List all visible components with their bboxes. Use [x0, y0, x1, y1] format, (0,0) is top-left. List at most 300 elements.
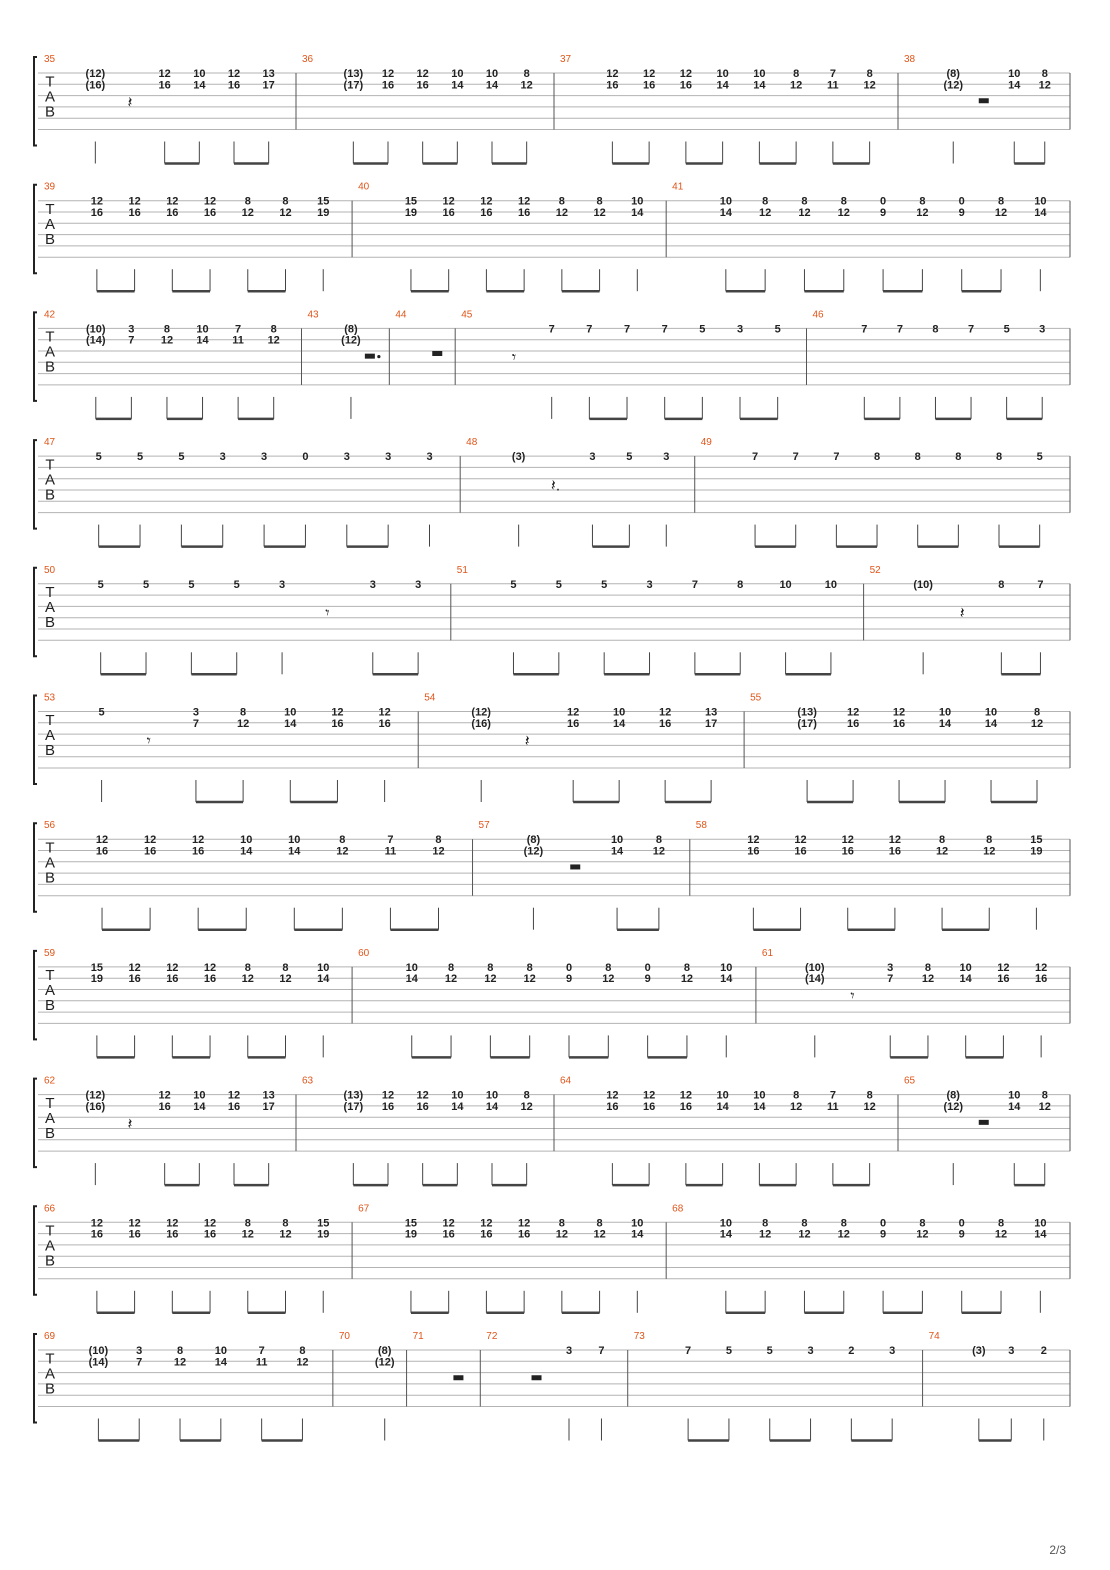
- bar-number: 39: [44, 181, 56, 193]
- fret-number: 8: [919, 1217, 926, 1230]
- fret-number: 12: [643, 1089, 656, 1102]
- fret-number: 8: [244, 961, 251, 974]
- fret-number: (17): [797, 717, 817, 730]
- tab-clef-letter: B: [44, 103, 56, 121]
- fret-number: 12: [790, 79, 803, 92]
- fret-number: 16: [567, 717, 580, 730]
- system-brace: [34, 440, 37, 528]
- fret-number: 13: [262, 1089, 275, 1102]
- bar-number: 53: [44, 692, 56, 704]
- tab-bar: [480, 1331, 604, 1441]
- tab-clef-letter: B: [44, 869, 56, 887]
- fret-number: 10: [1034, 195, 1047, 208]
- system-brace: [34, 185, 37, 274]
- fret-number: 14: [984, 717, 998, 730]
- rest-mark: [532, 1375, 542, 1380]
- fret-number: 12: [593, 207, 606, 219]
- bar-number: 57: [478, 820, 490, 832]
- fret-number: 3: [343, 451, 350, 464]
- fret-number: 16: [203, 207, 217, 219]
- bar-number: 47: [44, 437, 56, 449]
- fret-number: 0: [880, 1217, 887, 1230]
- fret-number: 12: [888, 834, 902, 847]
- rest-mark: 𝄽: [959, 605, 965, 623]
- fret-number: 8: [866, 68, 873, 80]
- fret-number: 8: [914, 451, 921, 464]
- fret-number: 12: [837, 207, 850, 219]
- fret-number: 10: [485, 68, 499, 80]
- tab-clef-letter: A: [44, 1365, 56, 1383]
- fret-number: 12: [520, 79, 533, 92]
- fret-number: 0: [565, 961, 573, 974]
- fret-number: 14: [1034, 1228, 1047, 1241]
- fret-number: 16: [158, 79, 171, 92]
- fret-number: 12: [279, 207, 292, 219]
- fret-number: 10: [779, 578, 792, 591]
- fret-number: 12: [606, 68, 619, 80]
- fret-number: 15: [317, 195, 330, 208]
- tab-clef-letter: A: [44, 471, 56, 489]
- fret-number: 5: [601, 578, 608, 591]
- fret-number: (16): [85, 1100, 106, 1113]
- tab-clef-letter: T: [45, 73, 55, 91]
- fret-number: 12: [296, 1356, 309, 1369]
- fret-number: (8): [344, 323, 358, 336]
- tab-bar: [898, 1076, 1051, 1186]
- fret-number: 10: [719, 1217, 732, 1230]
- fret-number: 16: [747, 845, 760, 858]
- rest-mark: 𝄾: [325, 605, 330, 623]
- fret-number: 12: [863, 1100, 876, 1113]
- fret-number: 3: [807, 1345, 814, 1357]
- fret-number: 7: [685, 1345, 692, 1357]
- tab-bar: [554, 54, 876, 164]
- fret-number: 5: [142, 578, 150, 591]
- tab-bar: [301, 309, 380, 419]
- fret-number: 15: [404, 1217, 418, 1230]
- tab-bar: [44, 1076, 275, 1186]
- fret-number: 16: [203, 1228, 217, 1241]
- bar-number: 73: [633, 1331, 645, 1342]
- fret-number: 14: [938, 717, 952, 730]
- fret-number: 10: [1034, 1217, 1047, 1230]
- fret-number: 3: [736, 323, 744, 336]
- tab-bar: [44, 437, 433, 546]
- bar-number: 42: [44, 309, 56, 321]
- fret-number: 17: [704, 717, 718, 730]
- fret-number: 5: [1036, 451, 1043, 464]
- fret-number: 19: [90, 973, 103, 986]
- tab-system: [34, 565, 1070, 675]
- fret-number: 14: [193, 79, 206, 92]
- fret-number: 3: [261, 451, 268, 464]
- fret-number: 12: [484, 973, 497, 986]
- fret-number: 16: [158, 1100, 171, 1113]
- system-brace: [34, 568, 37, 657]
- fret-number: 12: [994, 207, 1008, 219]
- fret-number: 19: [404, 1228, 418, 1241]
- fret-number: 7: [387, 834, 394, 847]
- fret-number: 8: [526, 961, 533, 974]
- fret-number: 3: [279, 578, 286, 591]
- tab-bar: [923, 1331, 1047, 1441]
- tab-clef-letter: T: [45, 711, 55, 729]
- fret-number: 12: [747, 834, 760, 847]
- fret-number: 9: [644, 973, 651, 986]
- fret-number: 12: [520, 1100, 533, 1113]
- fret-number: 16: [442, 1228, 455, 1241]
- fret-number: 12: [279, 1228, 292, 1241]
- fret-number: 10: [959, 961, 972, 974]
- fret-number: 16: [192, 845, 205, 858]
- fret-number: (13): [343, 1089, 364, 1102]
- fret-number: 16: [892, 717, 906, 730]
- tab-clef-letter: A: [44, 599, 56, 617]
- fret-number: 16: [128, 207, 141, 219]
- tab-clef-letter: A: [44, 726, 56, 744]
- fret-number: 14: [240, 845, 253, 858]
- fret-number: 10: [753, 68, 766, 80]
- fret-number: (16): [85, 79, 106, 92]
- fret-number: 0: [958, 195, 965, 208]
- tab-bar: [44, 820, 445, 930]
- bar-number: 49: [700, 437, 712, 449]
- fret-number: 12: [241, 207, 254, 219]
- bar-number: 60: [358, 947, 370, 959]
- fret-number: 12: [442, 1217, 455, 1230]
- fret-number: 16: [381, 1100, 395, 1113]
- fret-number: 12: [166, 195, 179, 208]
- fret-number: 14: [610, 845, 624, 858]
- fret-number: 16: [1035, 973, 1048, 986]
- fret-number: (8): [377, 1345, 392, 1357]
- fret-number: 8: [997, 195, 1005, 208]
- fret-number: 8: [1041, 1089, 1048, 1102]
- tab-bar: [44, 1203, 329, 1313]
- bar-number: 35: [44, 54, 56, 65]
- tab-bar: [864, 565, 1044, 675]
- fret-number: 10: [193, 68, 206, 80]
- tab-clef-letter: B: [44, 1124, 56, 1142]
- fret-number: 7: [887, 973, 894, 986]
- tab-bar: [44, 54, 275, 164]
- fret-number: 11: [827, 1100, 839, 1113]
- fret-number: 5: [725, 1345, 732, 1357]
- fret-number: 8: [244, 195, 251, 208]
- fret-number: 10: [214, 1345, 227, 1357]
- fret-number: 3: [1039, 323, 1046, 336]
- tab-clef-letter: B: [44, 1252, 56, 1270]
- fret-number: 8: [762, 195, 769, 208]
- fret-number: 8: [558, 195, 565, 208]
- fret-number: (12): [85, 1089, 106, 1102]
- tab-bar: [44, 182, 329, 292]
- fret-number: 12: [128, 1217, 141, 1230]
- fret-number: 12: [416, 68, 429, 80]
- fret-number: 12: [227, 68, 241, 80]
- fret-number: 12: [1038, 79, 1051, 92]
- fret-number: 5: [626, 451, 633, 464]
- fret-number: (8): [946, 1089, 960, 1102]
- rest-mark: 𝄽.: [550, 477, 561, 495]
- tab-clef-letter: B: [44, 741, 56, 759]
- fret-number: (16): [471, 717, 491, 730]
- tab-bar: [460, 437, 669, 546]
- tab-system: [34, 693, 1070, 803]
- system-brace: [34, 1206, 37, 1295]
- tab-clef-letter: B: [44, 997, 56, 1015]
- fret-number: 16: [166, 207, 179, 219]
- fret-number: 19: [1030, 845, 1043, 858]
- fret-number: 16: [203, 973, 217, 986]
- fret-number: 13: [704, 706, 718, 719]
- fret-number: 8: [163, 323, 171, 336]
- fret-number: 10: [193, 1089, 206, 1102]
- fret-number: 11: [232, 334, 244, 347]
- fret-number: 16: [143, 845, 157, 858]
- fret-number: 10: [716, 68, 729, 80]
- fret-number: 19: [404, 207, 418, 219]
- fret-number: 8: [176, 1345, 184, 1357]
- fret-number: 14: [1008, 79, 1021, 92]
- fret-number: 7: [829, 1089, 836, 1102]
- fret-number: 7: [586, 323, 593, 336]
- fret-number: 12: [798, 1228, 811, 1241]
- fret-number: 2: [1040, 1345, 1047, 1357]
- rest-mark: 𝄾: [850, 988, 855, 1006]
- page-number: 2/3: [1049, 1543, 1066, 1557]
- fret-number: 8: [840, 195, 847, 208]
- fret-number: 16: [128, 973, 141, 986]
- fret-number: 8: [1033, 706, 1041, 719]
- fret-number: 16: [606, 79, 619, 92]
- fret-number: 16: [518, 1228, 531, 1241]
- fret-number: 8: [762, 1217, 769, 1230]
- system-brace: [34, 823, 37, 912]
- tab-system: [34, 1076, 1070, 1186]
- bar-number: 56: [44, 820, 56, 832]
- fret-number: 16: [794, 845, 807, 858]
- fret-number: 7: [1037, 578, 1044, 591]
- fret-number: 10: [485, 1089, 499, 1102]
- fret-number: 8: [1041, 68, 1048, 80]
- fret-number: 15: [90, 961, 103, 974]
- fret-number: 10: [824, 578, 838, 591]
- tab-bar: [473, 820, 665, 930]
- fret-number: 10: [716, 1089, 729, 1102]
- fret-number: 16: [480, 207, 493, 219]
- fret-number: 5: [774, 323, 781, 336]
- fret-number: 3: [1008, 1345, 1015, 1357]
- fret-number: 17: [262, 79, 275, 92]
- tab-bar: [352, 948, 733, 1058]
- fret-number: 12: [378, 706, 391, 719]
- fret-number: 2: [848, 1345, 855, 1357]
- fret-number: 5: [555, 578, 562, 591]
- system-brace: [34, 696, 37, 785]
- fret-number: 7: [128, 334, 135, 347]
- bar-number: 68: [672, 1203, 684, 1215]
- tab-bar: [352, 182, 644, 292]
- fret-number: (12): [374, 1356, 395, 1369]
- fret-number: 12: [606, 1089, 619, 1102]
- fret-number: 3: [192, 706, 199, 719]
- fret-number: 12: [381, 68, 395, 80]
- fret-number: (14): [86, 334, 106, 347]
- fret-number: 8: [240, 706, 247, 719]
- fret-number: (10): [88, 1345, 109, 1357]
- fret-number: 16: [95, 845, 109, 858]
- fret-number: 14: [485, 1100, 499, 1113]
- fret-number: 12: [602, 973, 615, 986]
- fret-number: 12: [160, 334, 174, 347]
- fret-number: 10: [720, 961, 733, 974]
- fret-number: 14: [1034, 207, 1047, 219]
- fret-number: 9: [958, 1228, 965, 1241]
- tab-bar: [628, 1331, 896, 1441]
- rest-mark: 𝄾: [146, 732, 151, 750]
- fret-number: 14: [631, 207, 644, 219]
- tab-bar: [44, 565, 421, 675]
- bar-number: 70: [338, 1331, 350, 1342]
- fret-number: 8: [558, 1217, 565, 1230]
- fret-number: 9: [565, 973, 573, 986]
- fret-number: 16: [166, 1228, 179, 1241]
- fret-number: 12: [203, 961, 217, 974]
- tab-clef-letter: T: [45, 456, 55, 474]
- tab-bar: [690, 820, 1043, 930]
- fret-number: 12: [798, 207, 811, 219]
- fret-number: 8: [801, 195, 808, 208]
- fret-number: 12: [680, 973, 694, 986]
- fret-number: 12: [128, 195, 141, 208]
- fret-number: 8: [919, 195, 926, 208]
- fret-number: 10: [451, 68, 464, 80]
- tab-clef-letter: T: [45, 839, 55, 857]
- fret-number: 8: [866, 1089, 873, 1102]
- fret-number: 12: [279, 973, 292, 986]
- fret-number: 12: [935, 845, 949, 858]
- system-brace: [34, 951, 37, 1040]
- bar-number: 61: [761, 947, 774, 959]
- fret-number: 12: [794, 834, 807, 847]
- fret-number: 8: [435, 834, 442, 847]
- fret-number: 8: [737, 578, 744, 591]
- fret-number: 10: [938, 706, 952, 719]
- fret-number: 12: [841, 834, 854, 847]
- fret-number: 8: [955, 451, 962, 464]
- fret-number: 16: [480, 1228, 493, 1241]
- tab-clef-letter: T: [45, 1350, 55, 1368]
- fret-number: 5: [95, 451, 102, 464]
- fret-number: 3: [369, 578, 376, 591]
- fret-number: 7: [751, 451, 759, 464]
- fret-number: 7: [258, 1345, 265, 1357]
- bar-number: 74: [928, 1331, 940, 1342]
- fret-number: 16: [227, 79, 241, 92]
- tab-system: [34, 948, 1070, 1058]
- fret-number: 12: [759, 207, 772, 219]
- fret-number: 12: [555, 1228, 568, 1241]
- fret-number: 19: [317, 207, 330, 219]
- fret-number: 12: [203, 1217, 217, 1230]
- fret-number: 12: [143, 834, 157, 847]
- fret-number: 12: [1035, 961, 1048, 974]
- fret-number: 3: [887, 961, 894, 974]
- tab-clef-letter: T: [45, 967, 55, 985]
- fret-number: 8: [282, 961, 289, 974]
- fret-number: 12: [790, 1100, 803, 1113]
- fret-number: 3: [219, 451, 226, 464]
- fret-number: 12: [643, 68, 656, 80]
- fret-number: (14): [804, 973, 825, 986]
- fret-number: 12: [523, 973, 536, 986]
- tab-system: [34, 54, 1070, 164]
- fret-number: 12: [173, 1356, 187, 1369]
- fret-number: 8: [282, 195, 289, 208]
- fret-number: 12: [128, 961, 141, 974]
- fret-number: 7: [192, 717, 199, 730]
- fret-number: 12: [90, 195, 103, 208]
- fret-number: 9: [880, 1228, 887, 1241]
- bar-number: 65: [904, 1075, 916, 1087]
- bar-number: 62: [44, 1075, 56, 1087]
- fret-number: 7: [833, 451, 840, 464]
- fret-number: 12: [518, 1217, 531, 1230]
- fret-number: (10): [804, 961, 825, 974]
- fret-number: 7: [235, 323, 242, 336]
- tab-bar: [744, 693, 1043, 803]
- fret-number: 10: [451, 1089, 464, 1102]
- fret-number: 3: [136, 1345, 143, 1357]
- fret-number: 10: [240, 834, 253, 847]
- fret-number: 8: [523, 1089, 530, 1102]
- fret-number: 8: [932, 323, 939, 336]
- tab-bar: [296, 54, 533, 164]
- tab-clef-letter: A: [44, 1109, 56, 1127]
- fret-number: 12: [892, 706, 906, 719]
- tab-bar: [898, 54, 1051, 164]
- tab-clef-letter: T: [45, 328, 55, 346]
- fret-number: 12: [994, 1228, 1008, 1241]
- fret-number: 14: [451, 79, 464, 92]
- fret-number: 19: [317, 1228, 330, 1241]
- fret-number: 10: [610, 834, 624, 847]
- fret-number: 8: [924, 961, 932, 974]
- fret-number: 14: [284, 717, 297, 730]
- fret-number: 7: [861, 323, 868, 336]
- tab-bar: [756, 948, 1047, 1058]
- bar-number: 38: [904, 54, 916, 65]
- fret-number: 16: [643, 1100, 656, 1113]
- fret-number: 5: [233, 578, 240, 591]
- fret-number: 7: [136, 1356, 143, 1369]
- fret-number: 10: [284, 706, 297, 719]
- fret-number: 14: [716, 79, 729, 92]
- fret-number: 16: [841, 845, 854, 858]
- fret-number: 16: [128, 1228, 141, 1241]
- fret-number: 14: [719, 207, 732, 219]
- tab-bar: [352, 1203, 644, 1313]
- fret-number: 14: [753, 1100, 766, 1113]
- fret-number: 8: [840, 1217, 847, 1230]
- fret-number: 8: [447, 961, 455, 974]
- fret-number: 9: [880, 207, 887, 219]
- fret-number: 12: [90, 1217, 103, 1230]
- fret-number: 14: [959, 973, 972, 986]
- system-brace: [34, 312, 37, 401]
- tab-clef-letter: B: [44, 486, 56, 504]
